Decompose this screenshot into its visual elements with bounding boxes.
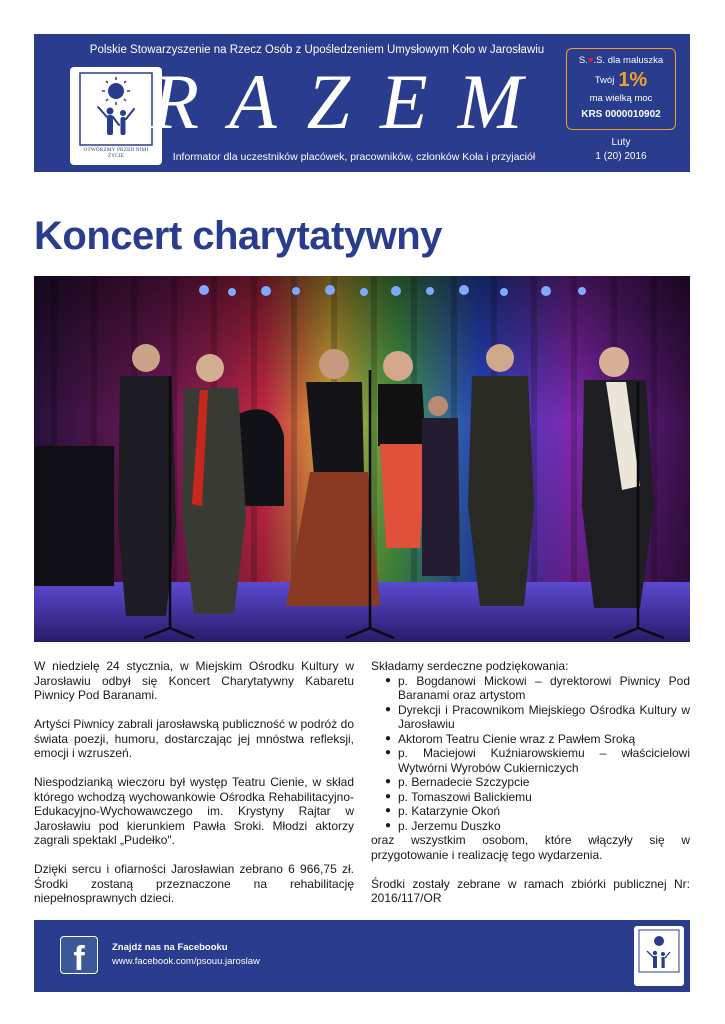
article-right-column bbox=[371, 659, 690, 920]
promo-line-1: S.♥.S. dla maluszka bbox=[578, 55, 664, 66]
article-title: Koncert charytatywny bbox=[34, 214, 442, 258]
list-item: ● p. Bernadecie Szczypcie bbox=[385, 775, 690, 790]
paragraph-theatre: Niespodzianką wieczoru był występ Teatru Cienie, w skład którego wchodzą wychowankowie Ośrodka Rehabilitacyjno-Edukacyjno-Wychowawczego im. Krystyny Rajtar w Jarosławiu pod kierunkiem Pawła Sroki. Młodzi aktorzy zagrali spektakl „Pudełko". bbox=[34, 775, 354, 847]
newsletter-footer bbox=[34, 920, 690, 992]
facebook-icon[interactable]: f bbox=[60, 936, 98, 974]
concert-stage-photo bbox=[34, 276, 690, 642]
promo-line-2: Twój 1% bbox=[594, 69, 648, 91]
heart-icon: ♥ bbox=[587, 55, 594, 66]
tax-donation-promo bbox=[566, 48, 676, 130]
organization-name: Polskie Stowarzyszenie na Rzecz Osób z Upośledzeniem Umysłowym Koło w Jarosławiu bbox=[89, 44, 545, 56]
facebook-heading: Znajdź nas na Facebooku bbox=[112, 942, 228, 953]
issue-month: Luty bbox=[611, 137, 631, 148]
logo-motto: OTWÓRZMY PRZED NIMI ŻYCIE bbox=[83, 147, 149, 159]
thanks-closing: oraz wszystkim osobom, które włączyły się w przygotowanie i realizację tego wydarzenia. bbox=[371, 833, 690, 862]
masthead-tagline: Informator dla uczestników placówek, pracowników, członków Koła i przyjaciół bbox=[172, 151, 536, 163]
paragraph-event: W niedzielę 24 stycznia, w Miejskim Ośrodku Kultury w Jarosławiu odbył się Koncert Charytatywny Kabaretu Piwnicy Pod Baranami. bbox=[34, 659, 354, 702]
masthead-title: RAZEM bbox=[151, 58, 553, 145]
list-item: ● Aktorom Teatru Cienie wraz z Pawłem Sroką bbox=[385, 732, 690, 747]
article-left-column bbox=[34, 659, 354, 920]
newsletter-header bbox=[34, 34, 690, 172]
footer-logo-icon bbox=[634, 926, 684, 986]
facebook-link[interactable]: www.facebook.com/psouu.jaroslaw bbox=[112, 956, 260, 967]
collection-note: Środki zostały zebrane w ramach zbiórki publicznej Nr: 2016/117/OR bbox=[371, 876, 690, 905]
list-item: ● Dyrekcji i Pracownikom Miejskiego Ośrodka Kultury w Jarosławiu bbox=[385, 703, 690, 732]
thanks-list bbox=[371, 674, 690, 834]
issue-info bbox=[566, 136, 676, 164]
list-item: ● p. Jerzemu Duszko bbox=[385, 819, 690, 834]
list-item: ● p. Maciejowi Kuźniarowskiemu – właścicielowi Wytwórni Wyrobów Cukierniczych bbox=[385, 746, 690, 775]
issue-number: 1 (20) 2016 bbox=[595, 151, 647, 162]
thanks-intro: Składamy serdeczne podziękowania: bbox=[371, 659, 569, 673]
promo-percent: 1% bbox=[618, 69, 648, 91]
paragraph-artists: Artyści Piwnicy zabrali jarosławską publiczność w podróż do świata poezji, humoru, dostarczając jej mnóstwa refleksji, emocji i wzruszeń. bbox=[34, 717, 354, 760]
list-item: ● p. Tomaszowi Balickiemu bbox=[385, 790, 690, 805]
list-item: ● p. Katarzynie Okoń bbox=[385, 804, 690, 819]
list-item: ● p. Bogdanowi Mickowi – dyrektorowi Piwnicy Pod Baranami oraz artystom bbox=[385, 674, 690, 703]
promo-krs-number: KRS 0000010902 bbox=[581, 109, 661, 120]
promo-line-3: ma wielką moc bbox=[589, 93, 653, 104]
paragraph-funds: Dzięki sercu i ofiarności Jarosławian zebrano 6 966,75 zł. Środki zostaną przeznaczone na rehabilitację niepełnosprawnych dzieci. bbox=[34, 862, 354, 905]
